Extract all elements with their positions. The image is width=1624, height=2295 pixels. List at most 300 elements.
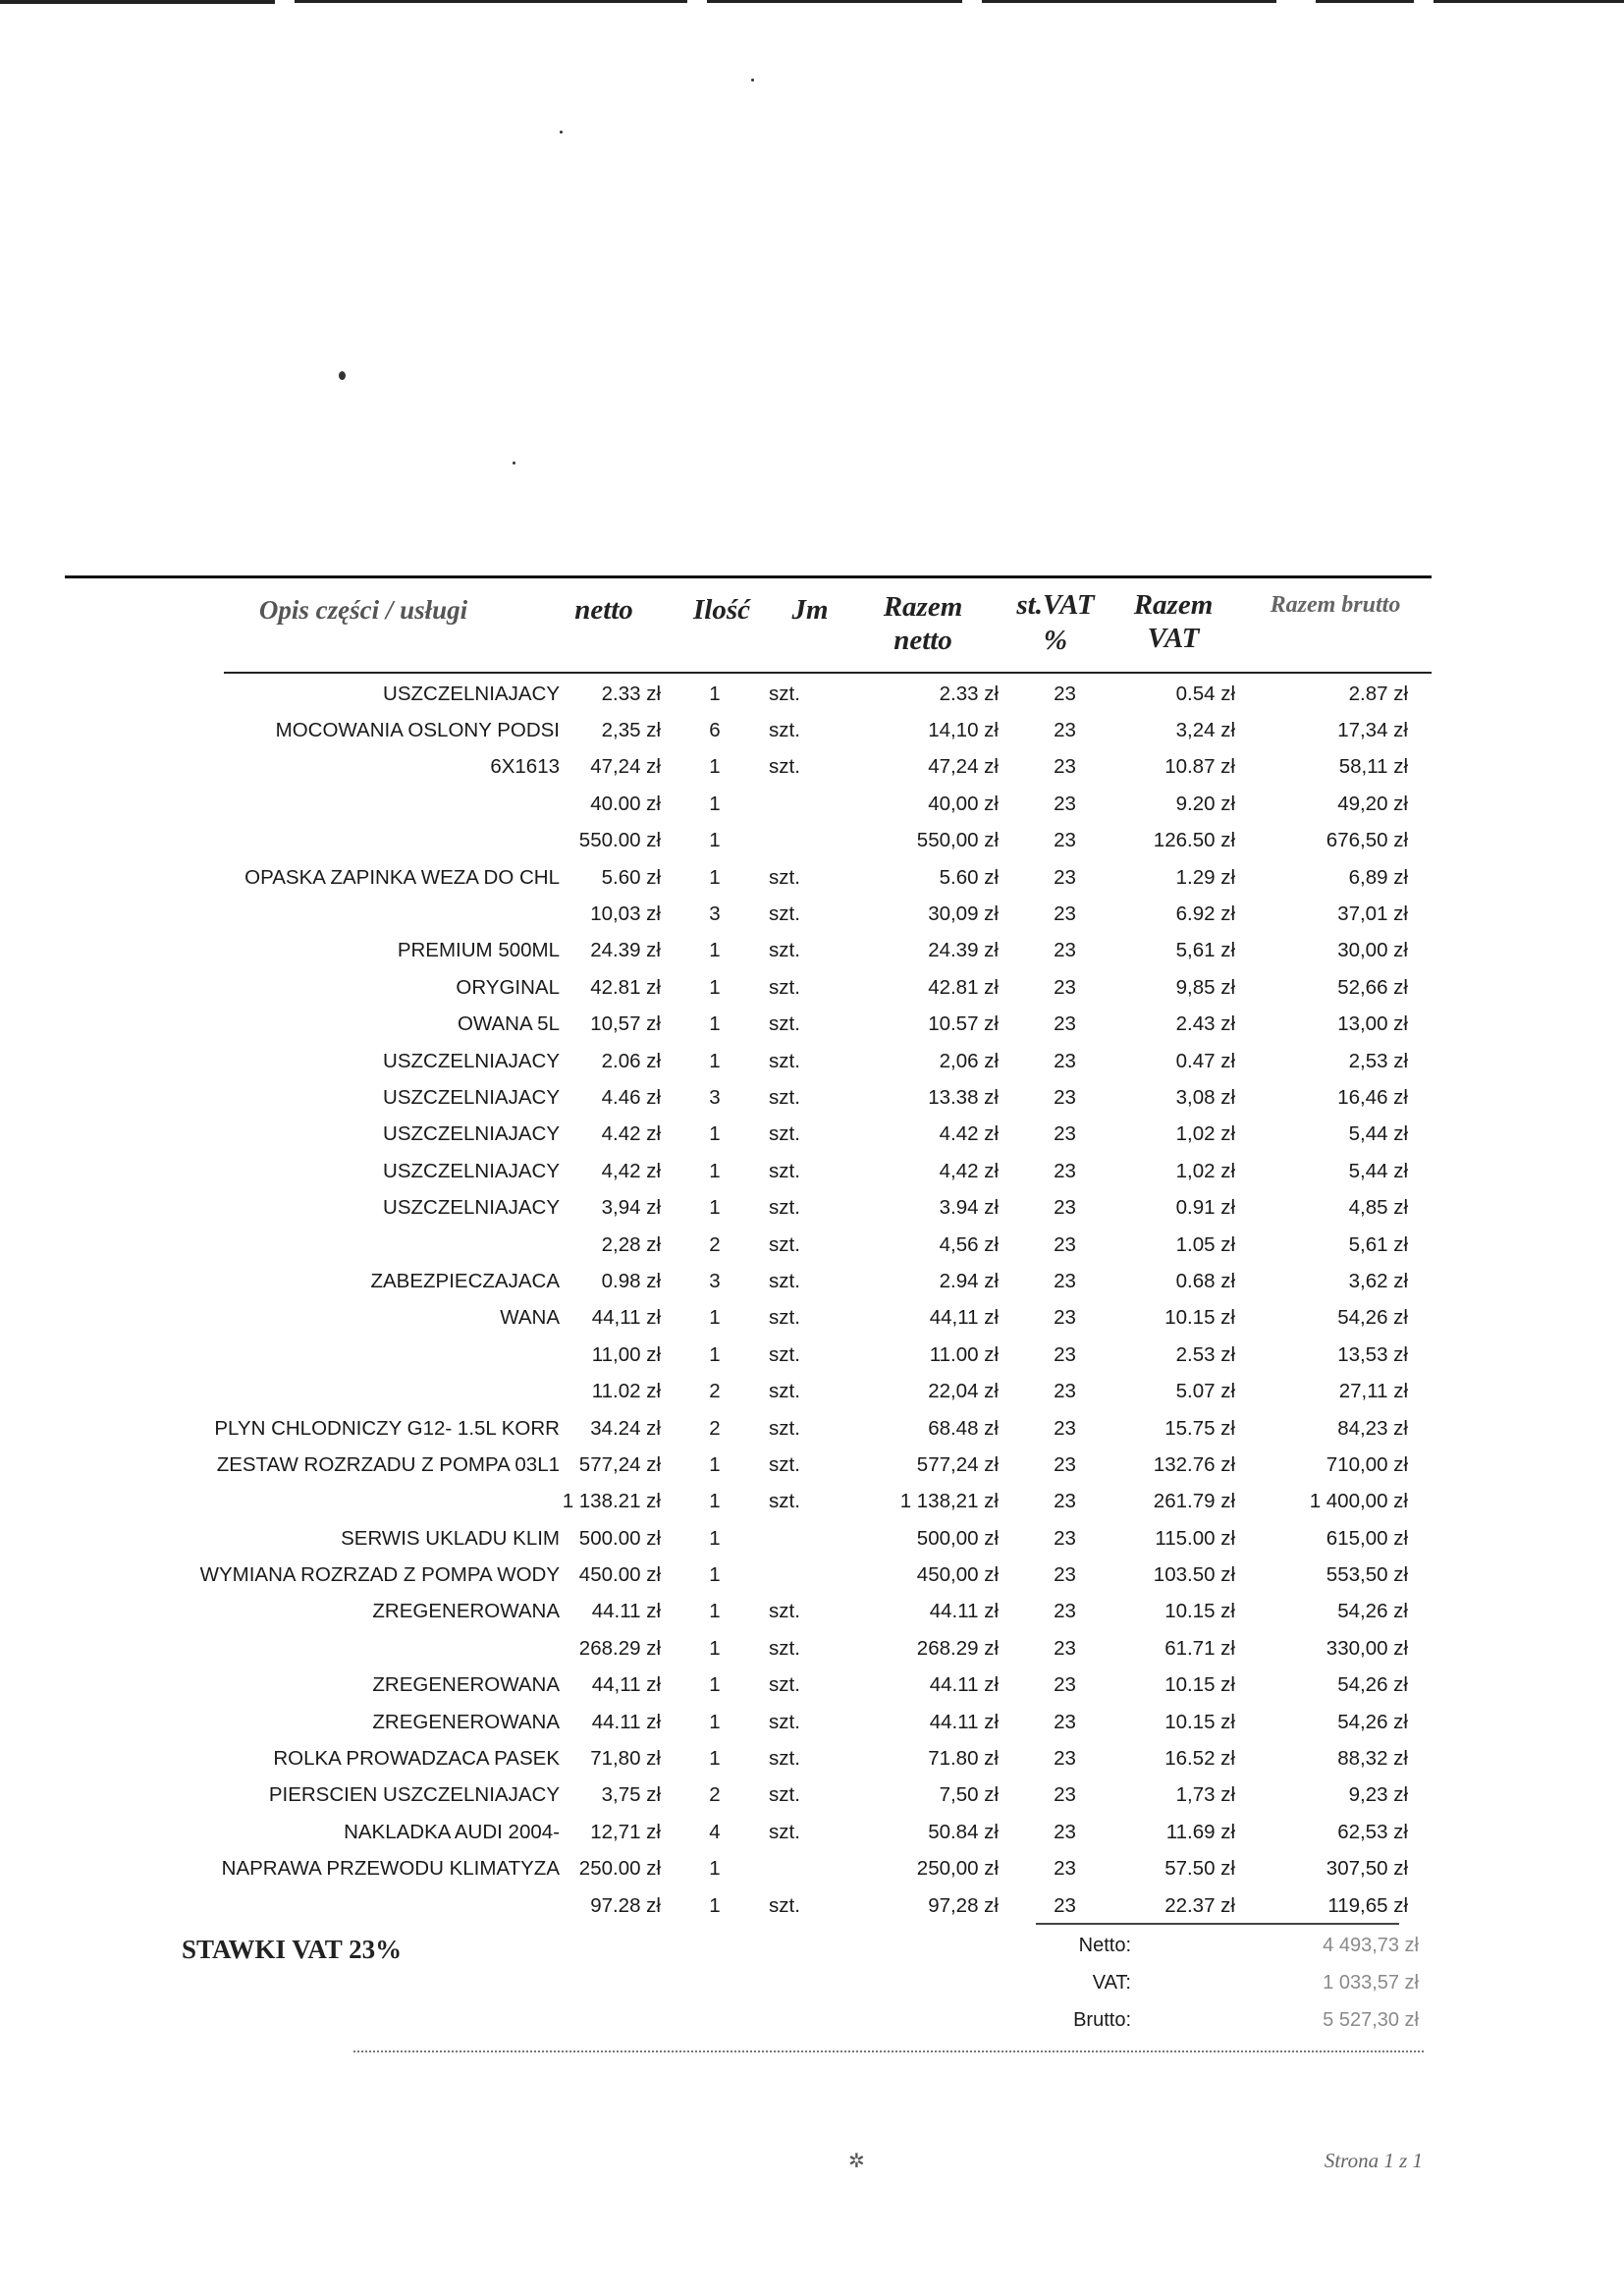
table-row xyxy=(167,1851,1408,1887)
item-vat-rate: 23 xyxy=(1054,682,1076,705)
item-unit: szt. xyxy=(769,755,800,779)
item-quantity: 1 xyxy=(709,939,721,962)
item-total-net: 71.80 zł xyxy=(928,1747,999,1771)
table-row xyxy=(167,1007,1408,1043)
item-description: USZCZELNIAJACY xyxy=(383,1049,560,1072)
item-total-vat: 126.50 zł xyxy=(1153,829,1235,852)
item-quantity: 1 xyxy=(709,1452,721,1476)
item-total-gross: 54,26 zł xyxy=(1337,1306,1408,1330)
item-quantity: 1 xyxy=(709,865,721,889)
item-total-gross: 3,62 zł xyxy=(1348,1269,1408,1292)
item-total-vat: 132.76 zł xyxy=(1153,1452,1235,1476)
table-row xyxy=(167,1043,1408,1079)
item-total-net: 1 138,21 zł xyxy=(899,1490,999,1513)
item-total-net: 97,28 zł xyxy=(928,1893,999,1917)
item-quantity: 2 xyxy=(709,1380,721,1403)
header-stvat-1: st.VAT xyxy=(1016,589,1095,621)
item-unit-net: 450.00 zł xyxy=(578,1563,661,1587)
items-table xyxy=(167,676,1408,1924)
item-quantity: 1 xyxy=(709,1342,721,1366)
item-total-gross: 1 400,00 zł xyxy=(1309,1490,1408,1513)
item-total-vat: 0.68 zł xyxy=(1175,1269,1235,1292)
item-total-net: 10.57 zł xyxy=(928,1012,999,1036)
item-quantity: 1 xyxy=(709,1012,721,1036)
item-quantity: 3 xyxy=(709,902,721,926)
table-row xyxy=(167,969,1408,1006)
item-unit-net: 44.11 zł xyxy=(591,1710,661,1733)
item-unit: szt. xyxy=(769,1196,800,1220)
item-unit-net: 4.42 zł xyxy=(601,1122,661,1146)
item-unit-net: 4.46 zł xyxy=(601,1085,661,1109)
header-stvat-2: % xyxy=(1043,625,1068,656)
item-total-vat: 0.47 zł xyxy=(1175,1049,1235,1072)
item-vat-rate: 23 xyxy=(1054,1122,1076,1146)
item-vat-rate: 23 xyxy=(1054,1196,1076,1220)
item-unit-net: 42.81 zł xyxy=(590,975,661,999)
table-row xyxy=(167,933,1408,969)
item-total-gross: 54,26 zł xyxy=(1337,1710,1408,1733)
item-unit: szt. xyxy=(769,1452,800,1476)
item-description: MOCOWANIA OSLONY PODSI xyxy=(275,719,560,742)
item-total-net: 30,09 zł xyxy=(928,902,999,926)
item-unit xyxy=(769,786,845,822)
item-vat-rate: 23 xyxy=(1054,1490,1076,1513)
item-quantity: 1 xyxy=(709,1747,721,1771)
scan-speck xyxy=(751,79,754,82)
table-row xyxy=(167,1153,1408,1189)
item-unit xyxy=(769,1520,845,1557)
item-description xyxy=(167,1337,560,1373)
table-row xyxy=(167,1740,1408,1776)
item-total-net: 500,00 zł xyxy=(916,1526,999,1550)
item-unit-net: 34.24 zł xyxy=(590,1416,661,1440)
item-vat-rate: 23 xyxy=(1054,1783,1076,1807)
item-total-net: 11.00 zł xyxy=(929,1342,999,1366)
header-razem-netto-1: Razem xyxy=(883,591,963,623)
item-total-gross: 52,66 zł xyxy=(1337,975,1408,999)
header-netto: netto xyxy=(574,594,633,626)
item-total-vat: 10.15 zł xyxy=(1164,1710,1235,1733)
item-description: OWANA 5L xyxy=(457,1012,560,1036)
item-total-net: 2.33 zł xyxy=(939,682,999,705)
table-row xyxy=(167,1887,1408,1924)
item-vat-rate: 23 xyxy=(1054,1893,1076,1917)
table-row xyxy=(167,1373,1408,1409)
summary-brutto-value: 5 527,30 zł xyxy=(1323,2009,1419,2031)
item-total-gross: 88,32 zł xyxy=(1337,1747,1408,1771)
item-vat-rate: 23 xyxy=(1054,1857,1076,1881)
item-total-net: 2.94 zł xyxy=(939,1269,999,1292)
item-unit-net: 268.29 zł xyxy=(578,1636,661,1660)
item-total-gross: 16,46 zł xyxy=(1337,1085,1408,1109)
table-row xyxy=(167,1520,1408,1557)
item-quantity: 1 xyxy=(709,1636,721,1660)
item-quantity: 1 xyxy=(709,792,721,815)
item-unit: szt. xyxy=(769,1049,800,1072)
item-total-gross: 54,26 zł xyxy=(1337,1673,1408,1697)
item-unit: szt. xyxy=(769,1783,800,1807)
item-unit: szt. xyxy=(769,1710,800,1733)
item-quantity: 1 xyxy=(709,1049,721,1072)
item-description: WYMIANA ROZRZAD Z POMPA WODY xyxy=(199,1563,560,1587)
item-unit xyxy=(769,1557,845,1593)
item-description: USZCZELNIAJACY xyxy=(383,1085,560,1109)
item-description: USZCZELNIAJACY xyxy=(383,1196,560,1220)
item-total-net: 550,00 zł xyxy=(916,829,999,852)
item-description xyxy=(167,1484,560,1520)
item-vat-rate: 23 xyxy=(1054,792,1076,815)
item-vat-rate: 23 xyxy=(1054,1673,1076,1697)
item-total-vat: 16.52 zł xyxy=(1164,1747,1235,1771)
item-vat-rate: 23 xyxy=(1054,1747,1076,1771)
item-quantity: 1 xyxy=(709,975,721,999)
item-unit-net: 500.00 zł xyxy=(578,1526,661,1550)
item-description xyxy=(167,1227,560,1263)
item-total-gross: 37,01 zł xyxy=(1337,902,1408,926)
item-vat-rate: 23 xyxy=(1054,1380,1076,1403)
item-total-gross: 84,23 zł xyxy=(1337,1416,1408,1440)
table-row xyxy=(167,1484,1408,1520)
item-description: 6X1613 xyxy=(490,755,560,779)
item-total-net: 7,50 zł xyxy=(939,1783,999,1807)
item-vat-rate: 23 xyxy=(1054,939,1076,962)
page-number: Strona 1 z 1 xyxy=(1324,2149,1423,2172)
table-row xyxy=(167,676,1408,712)
item-total-gross: 2,53 zł xyxy=(1348,1049,1408,1072)
item-vat-rate: 23 xyxy=(1054,1159,1076,1182)
item-unit: szt. xyxy=(769,1747,800,1771)
item-unit: szt. xyxy=(769,1232,800,1256)
item-vat-rate: 23 xyxy=(1054,1563,1076,1587)
item-unit-net: 2.06 zł xyxy=(601,1049,661,1072)
table-row xyxy=(167,1704,1408,1740)
item-total-vat: 3,24 zł xyxy=(1175,719,1235,742)
scan-speck xyxy=(339,371,346,380)
item-unit: szt. xyxy=(769,1380,800,1403)
item-quantity: 3 xyxy=(709,1269,721,1292)
item-total-vat: 1.29 zł xyxy=(1175,865,1235,889)
table-row xyxy=(167,1263,1408,1299)
item-vat-rate: 23 xyxy=(1054,1012,1076,1036)
item-unit: szt. xyxy=(769,1122,800,1146)
scan-mark-icon: ✲ xyxy=(848,2151,865,2172)
item-unit-net: 250.00 zł xyxy=(578,1857,661,1881)
item-total-vat: 10.15 zł xyxy=(1164,1600,1235,1623)
item-description: ORYGINAL xyxy=(456,975,560,999)
item-unit: szt. xyxy=(769,1342,800,1366)
item-unit: szt. xyxy=(769,865,800,889)
item-unit: szt. xyxy=(769,1636,800,1660)
summary-netto-value: 4 493,73 zł xyxy=(1323,1935,1419,1956)
item-quantity: 1 xyxy=(709,1563,721,1587)
item-vat-rate: 23 xyxy=(1054,865,1076,889)
item-total-net: 42.81 zł xyxy=(928,975,999,999)
item-vat-rate: 23 xyxy=(1054,719,1076,742)
item-total-net: 250,00 zł xyxy=(916,1857,999,1881)
table-row xyxy=(167,859,1408,896)
item-description: PIERSCIEN USZCZELNIAJACY xyxy=(268,1783,560,1807)
item-total-vat: 5.07 zł xyxy=(1175,1380,1235,1403)
summary-rule xyxy=(1036,1923,1399,1925)
item-unit-net: 40.00 zł xyxy=(590,792,661,815)
item-quantity: 1 xyxy=(709,1600,721,1623)
item-total-gross: 58,11 zł xyxy=(1338,755,1408,779)
item-quantity: 1 xyxy=(709,829,721,852)
item-quantity: 1 xyxy=(709,1710,721,1733)
item-total-gross: 13,00 zł xyxy=(1337,1012,1408,1036)
item-vat-rate: 23 xyxy=(1054,1820,1076,1843)
item-total-net: 5.60 zł xyxy=(939,865,999,889)
header-razem-netto-2: netto xyxy=(893,625,952,656)
item-unit-net: 4,42 zł xyxy=(601,1159,661,1182)
item-unit: szt. xyxy=(769,1085,800,1109)
header-razem-brutto: Razem brutto xyxy=(1270,592,1401,618)
item-total-net: 4,42 zł xyxy=(939,1159,999,1182)
item-unit: szt. xyxy=(769,719,800,742)
item-quantity: 1 xyxy=(709,1857,721,1881)
item-total-net: 44,11 zł xyxy=(929,1306,999,1330)
item-vat-rate: 23 xyxy=(1054,1710,1076,1733)
item-description: PLYN CHLODNICZY G12- 1.5L KORR xyxy=(214,1416,560,1440)
item-quantity: 1 xyxy=(709,1306,721,1330)
item-total-gross: 6,89 zł xyxy=(1348,865,1408,889)
item-total-vat: 1,73 zł xyxy=(1175,1783,1235,1807)
scan-artifact-line xyxy=(1316,0,1414,3)
item-total-gross: 30,00 zł xyxy=(1337,939,1408,962)
item-total-vat: 3,08 zł xyxy=(1175,1085,1235,1109)
item-total-vat: 15.75 zł xyxy=(1164,1416,1235,1440)
item-quantity: 2 xyxy=(709,1232,721,1256)
item-unit: szt. xyxy=(769,1820,800,1843)
item-unit-net: 11.02 zł xyxy=(591,1380,661,1403)
item-unit-net: 47,24 zł xyxy=(590,755,661,779)
table-row xyxy=(167,712,1408,748)
item-total-vat: 22.37 zł xyxy=(1164,1893,1235,1917)
item-unit-net: 3,75 zł xyxy=(601,1783,661,1807)
item-total-gross: 615,00 zł xyxy=(1326,1526,1408,1550)
table-row xyxy=(167,1337,1408,1373)
scan-artifact-line xyxy=(1434,0,1624,3)
item-total-net: 22,04 zł xyxy=(928,1380,999,1403)
item-total-net: 40,00 zł xyxy=(928,792,999,815)
summary-title: STAWKI VAT 23% xyxy=(182,1935,403,1964)
item-total-net: 4,56 zł xyxy=(939,1232,999,1256)
item-total-vat: 103.50 zł xyxy=(1153,1563,1235,1587)
item-total-net: 50.84 zł xyxy=(928,1820,999,1843)
item-quantity: 3 xyxy=(709,1085,721,1109)
item-vat-rate: 23 xyxy=(1054,1269,1076,1292)
item-total-gross: 119,65 zł xyxy=(1327,1893,1408,1917)
item-unit: szt. xyxy=(769,682,800,705)
item-total-net: 577,24 zł xyxy=(916,1452,999,1476)
item-description: ZREGENEROWANA xyxy=(372,1600,560,1623)
table-row xyxy=(167,1300,1408,1337)
scan-speck xyxy=(560,131,563,134)
item-total-vat: 6.92 zł xyxy=(1175,902,1235,926)
item-total-vat: 0.54 zł xyxy=(1175,682,1235,705)
item-total-vat: 57.50 zł xyxy=(1164,1857,1235,1881)
item-unit xyxy=(769,1851,845,1887)
item-quantity: 2 xyxy=(709,1783,721,1807)
table-top-rule xyxy=(65,575,1432,578)
item-total-net: 2,06 zł xyxy=(939,1049,999,1072)
item-total-vat: 10.87 zł xyxy=(1164,755,1235,779)
item-total-gross: 13,53 zł xyxy=(1337,1342,1408,1366)
item-total-net: 44.11 zł xyxy=(929,1600,999,1623)
items-table-body xyxy=(167,676,1408,1924)
item-total-net: 68.48 zł xyxy=(928,1416,999,1440)
item-description: SERWIS UKLADU KLIM xyxy=(341,1526,560,1550)
item-unit: szt. xyxy=(769,1600,800,1623)
item-vat-rate: 23 xyxy=(1054,1636,1076,1660)
item-description: USZCZELNIAJACY xyxy=(383,1122,560,1146)
summary-netto-label: Netto: xyxy=(1078,1935,1131,1956)
item-vat-rate: 23 xyxy=(1054,1600,1076,1623)
scan-artifact-line xyxy=(295,0,687,3)
item-unit: szt. xyxy=(769,1269,800,1292)
table-row xyxy=(167,1667,1408,1704)
item-vat-rate: 23 xyxy=(1054,902,1076,926)
item-description xyxy=(167,1630,560,1667)
item-total-gross: 62,53 zł xyxy=(1337,1820,1408,1843)
table-row xyxy=(167,1630,1408,1667)
item-description xyxy=(167,1373,560,1409)
item-unit-net: 12,71 zł xyxy=(590,1820,661,1843)
scan-artifact-line xyxy=(707,0,962,3)
item-quantity: 1 xyxy=(709,1526,721,1550)
item-unit-net: 1 138.21 zł xyxy=(562,1490,661,1513)
item-unit-net: 5.60 zł xyxy=(601,865,661,889)
item-total-vat: 11.69 zł xyxy=(1165,1820,1235,1843)
item-total-gross: 17,34 zł xyxy=(1337,719,1408,742)
item-vat-rate: 23 xyxy=(1054,1085,1076,1109)
item-unit-net: 550.00 zł xyxy=(578,829,661,852)
item-unit: szt. xyxy=(769,1159,800,1182)
item-quantity: 1 xyxy=(709,1673,721,1697)
item-description: ZREGENEROWANA xyxy=(372,1710,560,1733)
item-total-net: 47,24 zł xyxy=(928,755,999,779)
item-vat-rate: 23 xyxy=(1054,1049,1076,1072)
item-total-gross: 676,50 zł xyxy=(1326,829,1408,852)
item-total-net: 450,00 zł xyxy=(916,1563,999,1587)
header-razem-vat-2: VAT xyxy=(1147,623,1200,654)
item-vat-rate: 23 xyxy=(1054,975,1076,999)
item-quantity: 1 xyxy=(709,1196,721,1220)
table-row xyxy=(167,1189,1408,1226)
item-total-gross: 2.87 zł xyxy=(1348,682,1408,705)
item-unit: szt. xyxy=(769,1416,800,1440)
item-unit-net: 3,94 zł xyxy=(601,1196,661,1220)
item-total-net: 4.42 zł xyxy=(939,1122,999,1146)
item-unit-net: 71,80 zł xyxy=(590,1747,661,1771)
header-desc: Opis części / usługi xyxy=(258,595,468,625)
item-description: ROLKA PROWADZACA PASEK xyxy=(273,1747,560,1771)
item-total-gross: 9,23 zł xyxy=(1348,1783,1408,1807)
item-description xyxy=(167,786,560,822)
item-total-vat: 2.53 zł xyxy=(1175,1342,1235,1366)
item-description: ZESTAW ROZRZADU Z POMPA 03L1 xyxy=(216,1452,560,1476)
item-quantity: 1 xyxy=(709,1122,721,1146)
item-description xyxy=(167,823,560,859)
item-unit: szt. xyxy=(769,1012,800,1036)
item-description: OPASKA ZAPINKA WEZA DO CHL xyxy=(244,865,560,889)
table-row xyxy=(167,1594,1408,1630)
item-unit: szt. xyxy=(769,1673,800,1697)
item-unit xyxy=(769,823,845,859)
item-total-net: 44.11 zł xyxy=(929,1710,999,1733)
item-description: USZCZELNIAJACY xyxy=(383,682,560,705)
item-unit: szt. xyxy=(769,1490,800,1513)
table-row xyxy=(167,823,1408,859)
summary-vat-value: 1 033,57 zł xyxy=(1323,1972,1419,1994)
item-unit-net: 0.98 zł xyxy=(601,1269,661,1292)
item-unit-net: 24.39 zł xyxy=(590,939,661,962)
item-total-vat: 261.79 zł xyxy=(1153,1490,1235,1513)
item-quantity: 2 xyxy=(709,1416,721,1440)
item-vat-rate: 23 xyxy=(1054,1306,1076,1330)
item-total-gross: 553,50 zł xyxy=(1326,1563,1408,1587)
item-description: NAKLADKA AUDI 2004- xyxy=(344,1820,560,1843)
item-total-gross: 4,85 zł xyxy=(1348,1196,1408,1220)
item-vat-rate: 23 xyxy=(1054,755,1076,779)
item-total-gross: 710,00 zł xyxy=(1326,1452,1408,1476)
table-row xyxy=(167,1777,1408,1814)
item-unit-net: 2.33 zł xyxy=(601,682,661,705)
item-vat-rate: 23 xyxy=(1054,1452,1076,1476)
item-unit-net: 2,35 zł xyxy=(601,719,661,742)
item-unit-net: 11,00 zł xyxy=(591,1342,661,1366)
item-total-vat: 1.05 zł xyxy=(1175,1232,1235,1256)
item-total-gross: 5,61 zł xyxy=(1348,1232,1408,1256)
item-description: USZCZELNIAJACY xyxy=(383,1159,560,1182)
item-total-net: 3.94 zł xyxy=(939,1196,999,1220)
item-description: WANA xyxy=(500,1306,560,1330)
item-description: ZREGENEROWANA xyxy=(372,1673,560,1697)
item-total-gross: 49,20 zł xyxy=(1337,792,1408,815)
item-total-vat: 9.20 zł xyxy=(1175,792,1235,815)
item-unit-net: 97.28 zł xyxy=(590,1893,661,1917)
item-unit-net: 10,57 zł xyxy=(590,1012,661,1036)
header-jm: Jm xyxy=(791,594,829,626)
item-total-vat: 10.15 zł xyxy=(1164,1673,1235,1697)
item-quantity: 1 xyxy=(709,1490,721,1513)
table-row xyxy=(167,1814,1408,1850)
item-total-net: 268.29 zł xyxy=(916,1636,999,1660)
item-total-vat: 1,02 zł xyxy=(1175,1122,1235,1146)
item-total-net: 24.39 zł xyxy=(928,939,999,962)
item-quantity: 6 xyxy=(709,719,721,742)
item-total-vat: 2.43 zł xyxy=(1175,1012,1235,1036)
item-description: PREMIUM 500ML xyxy=(397,939,560,962)
table-row xyxy=(167,1117,1408,1153)
table-row xyxy=(167,896,1408,932)
item-quantity: 4 xyxy=(709,1820,721,1843)
summary-vat-label: VAT: xyxy=(1092,1972,1131,1994)
item-vat-rate: 23 xyxy=(1054,1526,1076,1550)
table-row xyxy=(167,1227,1408,1263)
item-total-gross: 54,26 zł xyxy=(1337,1600,1408,1623)
item-total-vat: 61.71 zł xyxy=(1164,1636,1235,1660)
item-unit-net: 44,11 zł xyxy=(591,1306,661,1330)
table-row xyxy=(167,786,1408,822)
item-total-net: 44.11 zł xyxy=(929,1673,999,1697)
item-vat-rate: 23 xyxy=(1054,1416,1076,1440)
summary-brutto-label: Brutto: xyxy=(1073,2009,1131,2031)
scan-artifact-line xyxy=(0,0,275,4)
item-total-vat: 10.15 zł xyxy=(1164,1306,1235,1330)
item-total-gross: 27,11 zł xyxy=(1338,1380,1408,1403)
item-unit-net: 44,11 zł xyxy=(591,1673,661,1697)
